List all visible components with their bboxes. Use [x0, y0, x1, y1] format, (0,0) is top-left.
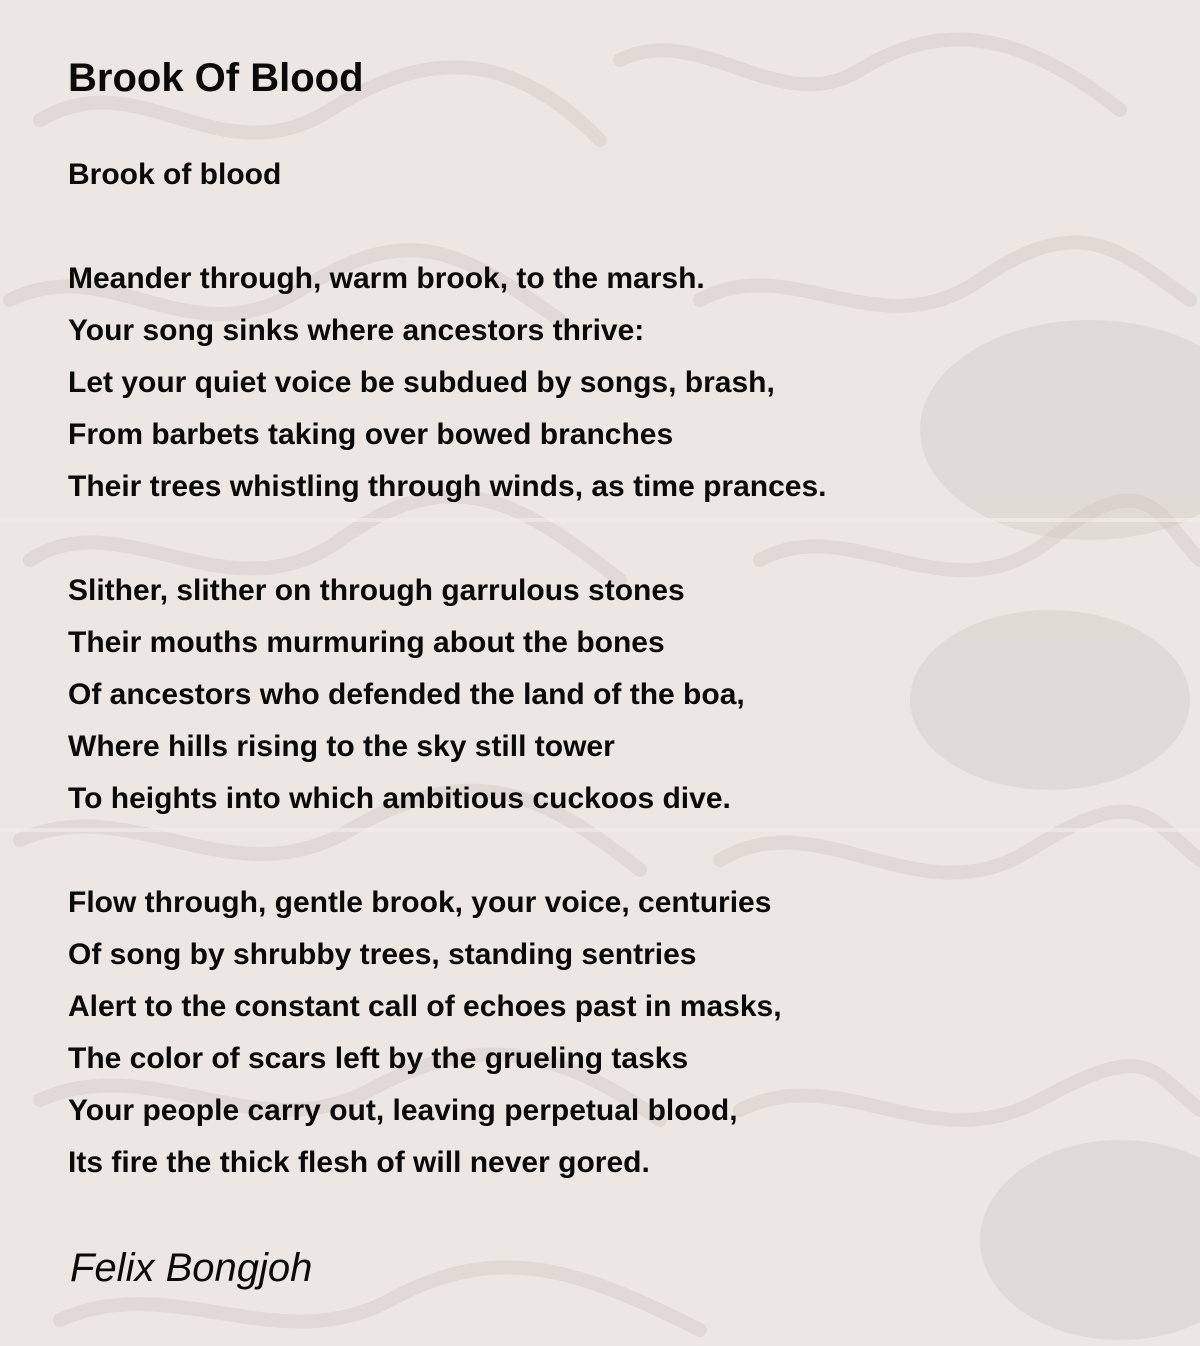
poem-line: Meander through, warm brook, to the marsh.	[68, 262, 705, 295]
poem-line: Its fire the thick flesh of will never gored.	[68, 1146, 650, 1179]
author-name: Felix Bongjoh	[70, 1246, 313, 1290]
stanza-2	[68, 565, 826, 825]
stanza-3	[68, 877, 826, 1189]
stanza-1	[68, 253, 826, 513]
poem-line: Where hills rising to the sky still tower	[68, 730, 615, 763]
poem-line: Slither, slither on through garrulous stones	[68, 574, 685, 607]
poem-line: Of song by shrubby trees, standing sentries	[68, 938, 697, 971]
stanza-gap	[68, 825, 826, 877]
poem-line: Their mouths murmuring about the bones	[68, 626, 665, 659]
poem-line: Their trees whistling through winds, as time prances.	[68, 470, 827, 503]
poem-title: Brook Of Blood	[68, 56, 364, 100]
stanza-gap	[68, 513, 826, 565]
poem-line: Of ancestors who defended the land of the boa,	[68, 678, 745, 711]
poem-line: Flow through, gentle brook, your voice, centuries	[68, 886, 772, 919]
poem-line: Let your quiet voice be subdued by songs, brash,	[68, 366, 775, 399]
poem-line: The color of scars left by the grueling tasks	[68, 1042, 689, 1075]
poem-body	[68, 149, 826, 1189]
poem-line: From barbets taking over bowed branches	[68, 418, 674, 451]
poem-subtitle: Brook of blood	[68, 158, 282, 191]
poem-line: To heights into which ambitious cuckoos dive.	[68, 782, 731, 815]
stanza-gap	[68, 201, 826, 253]
poem-line: Your people carry out, leaving perpetual blood,	[68, 1094, 738, 1127]
poem-line: Your song sinks where ancestors thrive:	[68, 314, 645, 347]
poem-line: Alert to the constant call of echoes past in masks,	[68, 990, 782, 1023]
